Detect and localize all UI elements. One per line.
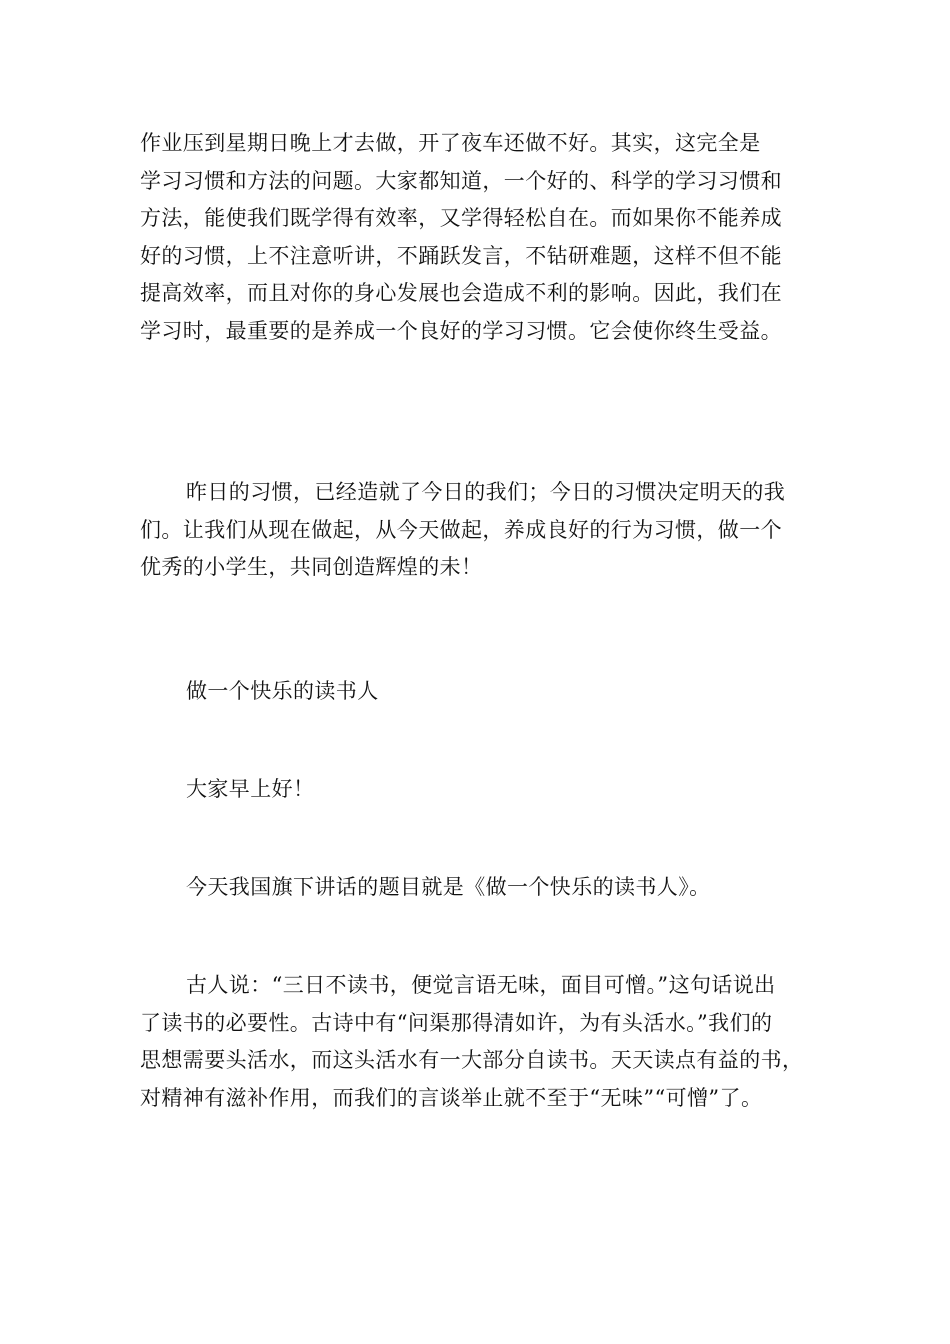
text-line: 们。让我们从现在做起，从今天做起，养成良好的行为习惯，做一个	[140, 517, 782, 542]
paragraph-ancient-saying	[140, 967, 830, 1117]
text-line: 提高效率，而且对你的身心发展也会造成不利的影响。因此，我们在	[140, 281, 782, 305]
text-line: 好的习惯，上不注意听讲，不踊跃发言，不钻研难题，这样不但不能	[140, 243, 782, 268]
text-line: 对精神有滋补作用，而我们的言谈举止就不至于“无味”“可憎”了。	[140, 1085, 763, 1110]
paragraph-study-habits	[140, 125, 830, 350]
text-line: 学习时，最重要的是养成一个良好的学习习惯。它会使你终生受益。	[140, 318, 782, 343]
text-line: 古人说：“三日不读书，便觉言语无味，面目可憎。”这句话说出	[186, 973, 776, 997]
paragraph-topic	[140, 869, 830, 907]
text-line: 今天我国旗下讲话的题目就是《做一个快乐的读书人》。	[186, 875, 711, 899]
text-line: 昨日的习惯，已经造就了今日的我们；今日的习惯决定明天的我	[186, 480, 786, 504]
speech-title	[140, 673, 830, 711]
text-line: 大家早上好！	[186, 777, 315, 801]
text-line: 思想需要头活水，而这头活水有一大部分自读书。天天读点有益的书，	[140, 1048, 804, 1072]
text-line: 作业压到星期日晚上才去做，开了夜车还做不好。其实，这完全是	[140, 131, 761, 155]
text-line: 方法，能使我们既学得有效率，又学得轻松自在。而如果你不能养成	[140, 206, 782, 230]
text-line: 了读书的必要性。古诗中有“问渠那得清如许，为有头活水。”我们的	[140, 1010, 773, 1035]
text-line: 做一个快乐的读书人	[186, 679, 379, 703]
paragraph-yesterday-habits	[140, 474, 830, 587]
text-line: 学习习惯和方法的问题。大家都知道，一个好的、科学的学习习惯和	[140, 168, 782, 193]
text-line: 优秀的小学生，共同创造辉煌的未！	[140, 555, 483, 579]
greeting	[140, 771, 830, 809]
